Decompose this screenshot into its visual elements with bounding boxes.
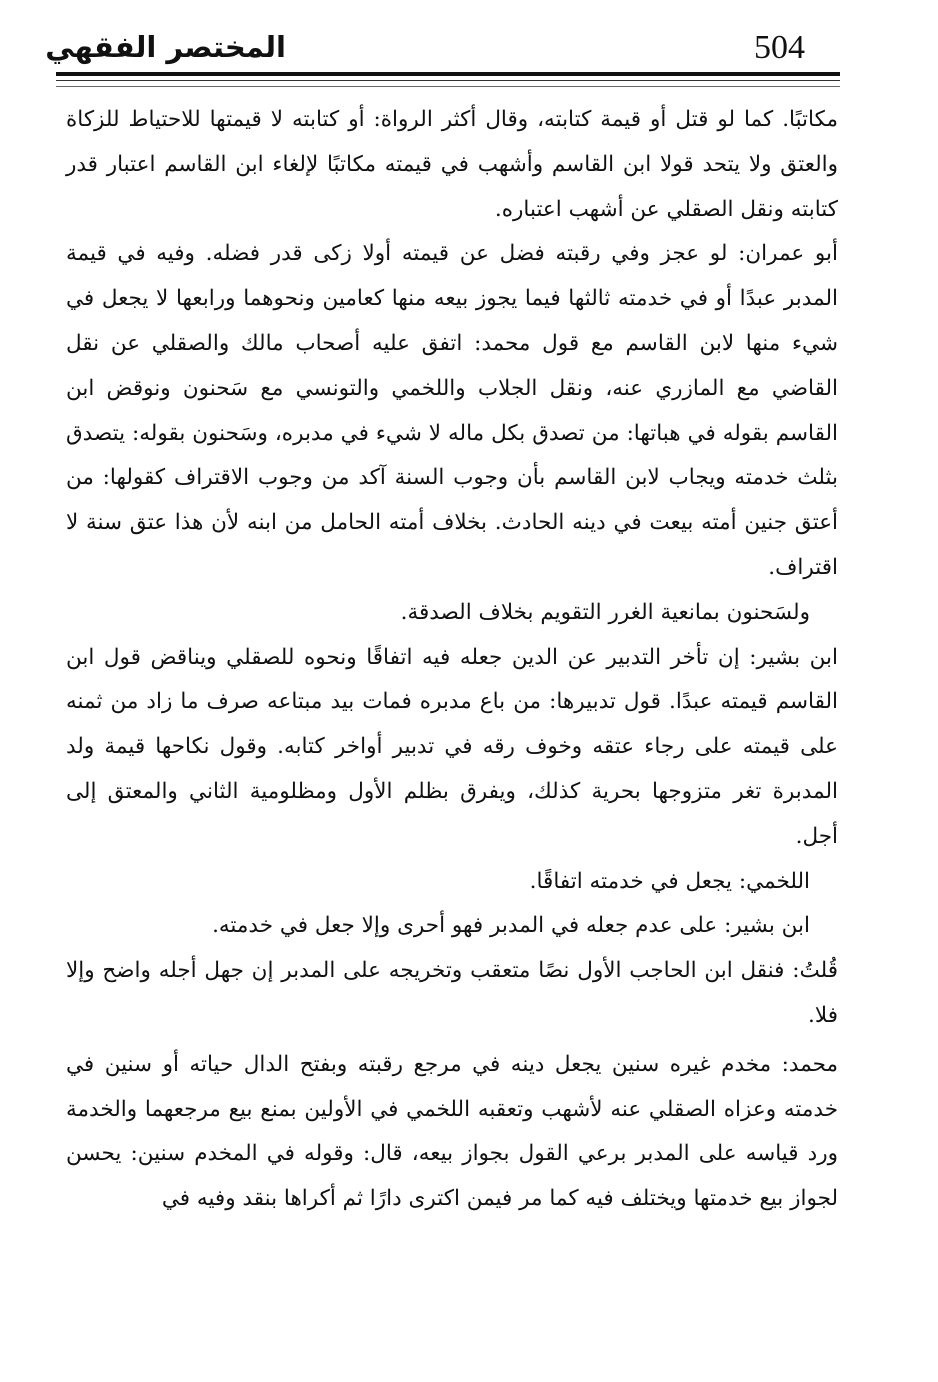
- paragraph-1: مكاتبًا. كما لو قتل أو قيمة كتابته، وقال أكثر الرواة: أو كتابته لا قيمتها للاحتياط للزكاة والعتق ولا يتحد قولا ابن القاسم وأشهب في قيمته مكاتبًا لإلغاء ابن القاسم اعتبار قدر كتابته ونقل الصقلي عن أشهب اعتباره.: [66, 107, 838, 222]
- running-header-title: المختصر الفقهي: [45, 30, 286, 64]
- paragraph-2: أبو عمران: لو عجز وفي رقبته فضل عن قيمته أولا زكى قدر فضله. وفيه في قيمة المدبر عبدًا أو في خدمته ثالثها فيما يجوز بيعه منها كعامين ونحوهما ورابعها لا يجعل في شيء منها لابن القاسم مع قول محمد: اتفق عليه أصحاب مالك والصقلي عن نقل القاضي مع المازري عنه، ونقل الجلاب واللخمي والتونسي مع سَحنون ونوقض ابن القاسم بقوله في هباتها: من تصدق بكل ماله لا شيء في مدبره، وسَحنون بقوله: يتصدق بثلث خدمته ويجاب لابن القاسم بأن وجوب السنة آكد من وجوب الاقتراف كقولها: من أعتق جنين أمته بيعت في دينه الحادث. بخلاف أمته الحامل من ابنه لأن هذا عتق سنة لا اقتراف.: [66, 241, 838, 580]
- paragraph-8: محمد: مخدم غيره سنين يجعل دينه في مرجع رقبته وبفتح الدال حياته أو سنين في خدمته وعزاه الصقلي عنه لأشهب وتعقبه اللخمي في الأولين بمنع بيع مرجعهما والخدمة ورد قياسه على المدبر برعي القول بجواز بيعه، قال: وقوله في المخدم سنين: يحسن لجواز بيع خدمتها ويختلف فيه كما مر فيمن اكترى دارًا ثم أكراها بنقد وفيه في: [66, 1051, 838, 1212]
- paragraph-6: ابن بشير: على عدم جعله في المدبر فهو أحرى وإلا جعل في خدمته.: [212, 913, 810, 939]
- paragraph-4: ابن بشير: إن تأخر التدبير عن الدين جعله فيه اتفاقًا ونحوه للصقلي ويناقض قول ابن القاسم قيمته عبدًا. قول تدبيرها: من باع مدبره فمات بيد مبتاعه صرف ما زاد من ثمنه على قيمته على رجاء عتقه وخوف رقه في تدبير أواخر كتابه. وقول نكاحها قيمة ولد المدبرة تغر متزوجها بحرية كذلك، ويفرق بظلم الأول ومظلومية الثاني والمعتق إلى أجل.: [66, 644, 838, 849]
- page-number: 504: [754, 29, 805, 66]
- paragraph-5: اللخمي: يجعل في خدمته اتفاقًا.: [529, 868, 810, 894]
- header-rule-thin-lower: [56, 86, 840, 87]
- header-rule-thick: [56, 72, 840, 76]
- header-rule-thin: [56, 80, 840, 81]
- paragraph-3: ولسَحنون بمانعية الغرر التقويم بخلاف الصدقة.: [400, 599, 810, 625]
- paragraph-7: قُلتُ: فنقل ابن الحاجب الأول نصًا متعقب وتخريجه على المدبر إن جهل أجله واضح وإلا فلا.: [66, 958, 838, 1028]
- page-body: [66, 98, 838, 1222]
